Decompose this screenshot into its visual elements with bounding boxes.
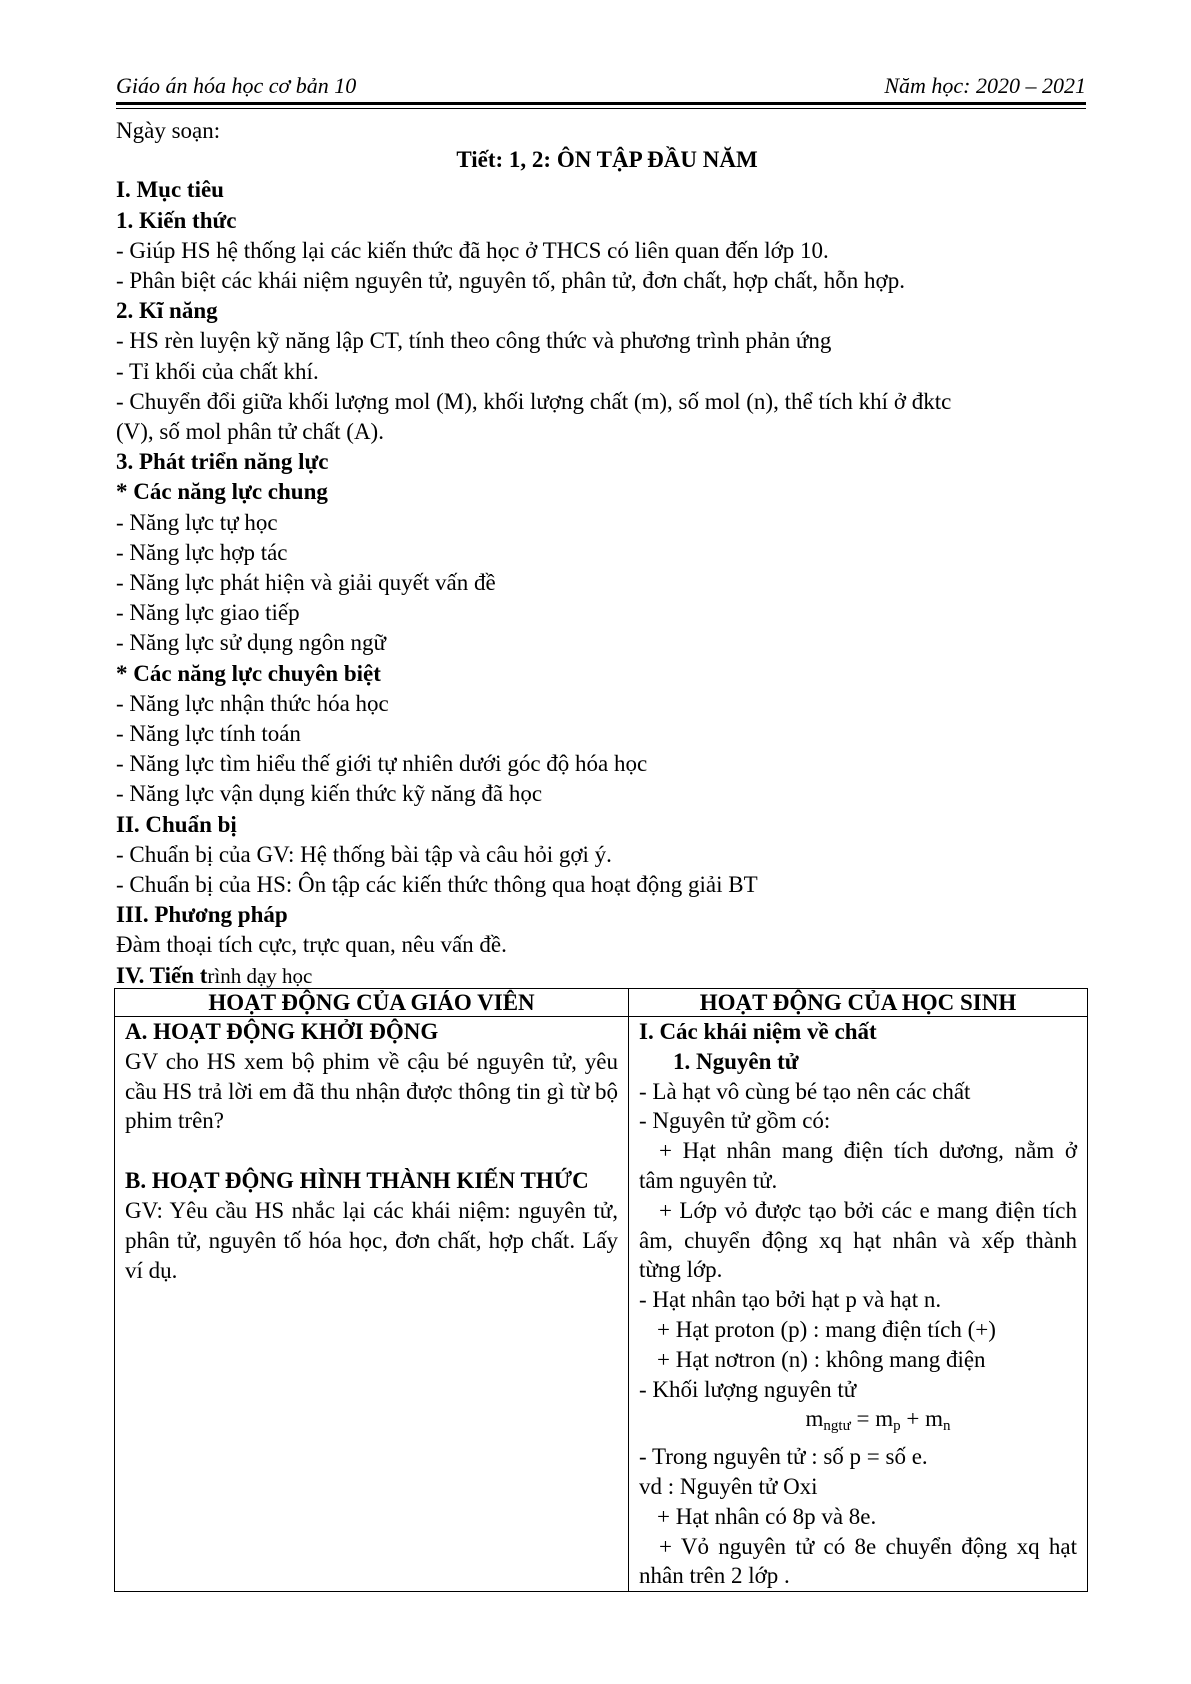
process-heading-bold: IV. Tiến t (116, 962, 208, 988)
student-text: + Hạt nhân có 8p và 8e. (657, 1503, 877, 1529)
document-body (116, 116, 1086, 991)
subheading-skills: 2. Kĩ năng (116, 298, 218, 324)
activity-a-heading: A. HOẠT ĐỘNG KHỞI ĐỘNG (125, 1019, 439, 1044)
student-text: + Hạt proton (p) : mang điện tích (+) (657, 1316, 996, 1342)
student-cell (629, 1017, 1088, 1592)
student-text: vd : Nguyên tử Oxi (639, 1473, 818, 1499)
table-header-row (115, 989, 1088, 1017)
student-text: + Hạt nơtron (n) : không mang điện (657, 1346, 986, 1372)
skills-item: - HS rèn luyện kỹ năng lập CT, tính theo công thức và phương trình phản ứng (116, 328, 832, 354)
header-rule-thick (116, 102, 1086, 105)
activity-b-text: GV: Yêu cầu HS nhắc lại các khái niệm: nguyên tử, phân tử, nguyên tố hóa học, đơn chất, hợp chất. Lấy ví dụ. (125, 1197, 618, 1283)
teacher-cell (115, 1017, 629, 1592)
subheading-competence: 3. Phát triển năng lực (116, 449, 329, 475)
student-text: - Trong nguyên tử : số p = số e. (639, 1444, 928, 1470)
process-heading-rest: rình dạy học (207, 963, 313, 988)
atom-subheading: 1. Nguyên tử (673, 1048, 799, 1074)
formula-sub-p: p (893, 1418, 901, 1435)
student-text: - Khối lượng nguyên tử (639, 1376, 857, 1402)
general-item: - Năng lực sử dụng ngôn ngữ (116, 630, 386, 656)
knowledge-item: - Giúp HS hệ thống lại các kiến thức đã học ở THCS có liên quan đến lớp 10. (116, 237, 829, 263)
section-heading-preparation: II. Chuẩn bị (116, 811, 237, 837)
student-text: + Vỏ nguyên tử có 8e chuyển động xq hạt nhân trên 2 lớp . (639, 1533, 1077, 1589)
skills-item-cont: (V), số mol phân tử chất (A). (116, 419, 384, 445)
student-text: + Hạt nhân mang điện tích dương, nằm ở tâm nguyên tử. (639, 1138, 1077, 1193)
section-heading-method: III. Phương pháp (116, 902, 288, 928)
activity-table (114, 988, 1088, 1592)
activity-b-heading: B. HOẠT ĐỘNG HÌNH THÀNH KIẾN THỨC (125, 1168, 589, 1194)
section-heading-objectives: I. Mục tiêu (116, 177, 224, 203)
subheading-specific: * Các năng lực chuyên biệt (116, 660, 381, 686)
prep-teacher: - Chuẩn bị của GV: Hệ thống bài tập và câu hỏi gợi ý. (116, 841, 612, 867)
knowledge-item: - Phân biệt các khái niệm nguyên tử, nguyên tố, phân tử, đơn chất, hợp chất, hỗn hợp. (116, 268, 905, 294)
specific-item: - Năng lực nhận thức hóa học (116, 690, 389, 716)
header-rule-thin (116, 108, 1086, 109)
student-text: - Hạt nhân tạo bởi hạt p và hạt n. (639, 1287, 942, 1313)
subheading-general: * Các năng lực chung (116, 479, 328, 505)
date-label: Ngày soạn: (116, 118, 221, 143)
general-item: - Năng lực hợp tác (116, 539, 288, 565)
formula-sub-n: n (942, 1418, 951, 1435)
activity-a-text: GV cho HS xem bộ phim về cậu bé nguyên tử, yêu cầu HS trả lời em đã thu nhận được thông tin gì từ bộ phim trên? (125, 1048, 618, 1134)
col-header-teacher: HOẠT ĐỘNG CỦA GIÁO VIÊN (115, 989, 629, 1017)
general-item: - Năng lực phát hiện và giải quyết vấn đề (116, 570, 496, 596)
formula-eq: = m (850, 1406, 894, 1432)
page-header (116, 72, 1086, 100)
mass-formula (639, 1404, 1077, 1442)
specific-item: - Năng lực tìm hiểu thế giới tự nhiên dưới góc độ hóa học (116, 751, 648, 777)
table-row (115, 1017, 1088, 1592)
method-text: Đàm thoại tích cực, trực quan, nêu vấn đề. (116, 932, 507, 958)
section-heading-process (116, 961, 1086, 991)
formula-m: m (805, 1406, 824, 1432)
blank-line (125, 1136, 618, 1166)
student-text: + Lớp vỏ được tạo bởi các e mang điện tích âm, chuyển động xq hạt nhân và xếp thành từng lớp. (639, 1197, 1077, 1283)
page-title: Tiết: 1, 2: ÔN TẬP ĐẦU NĂM (456, 147, 758, 173)
header-left: Giáo án hóa học cơ bản 10 (116, 73, 357, 98)
formula-plus: + m (900, 1406, 943, 1432)
skills-item: - Chuyển đổi giữa khối lượng mol (M), khối lượng chất (m), số mol (n), thể tích khí ở đktc (116, 388, 952, 414)
general-item: - Năng lực giao tiếp (116, 600, 300, 626)
concepts-heading: I. Các khái niệm về chất (639, 1019, 877, 1044)
specific-item: - Năng lực vận dụng kiến thức kỹ năng đã học (116, 781, 543, 807)
prep-student: - Chuẩn bị của HS: Ôn tập các kiến thức thông qua hoạt động giải BT (116, 872, 758, 898)
col-header-student: HOẠT ĐỘNG CỦA HỌC SINH (629, 989, 1088, 1017)
formula-sub-ngtu: ngtư (823, 1418, 851, 1435)
skills-item: - Tỉ khối của chất khí. (116, 358, 319, 384)
student-text: - Nguyên tử gồm có: (639, 1108, 831, 1134)
subheading-knowledge: 1. Kiến thức (116, 207, 237, 233)
header-right: Năm học: 2020 – 2021 (884, 73, 1086, 98)
specific-item: - Năng lực tính toán (116, 721, 301, 747)
student-text: - Là hạt vô cùng bé tạo nên các chất (639, 1078, 971, 1104)
general-item: - Năng lực tự học (116, 509, 278, 535)
